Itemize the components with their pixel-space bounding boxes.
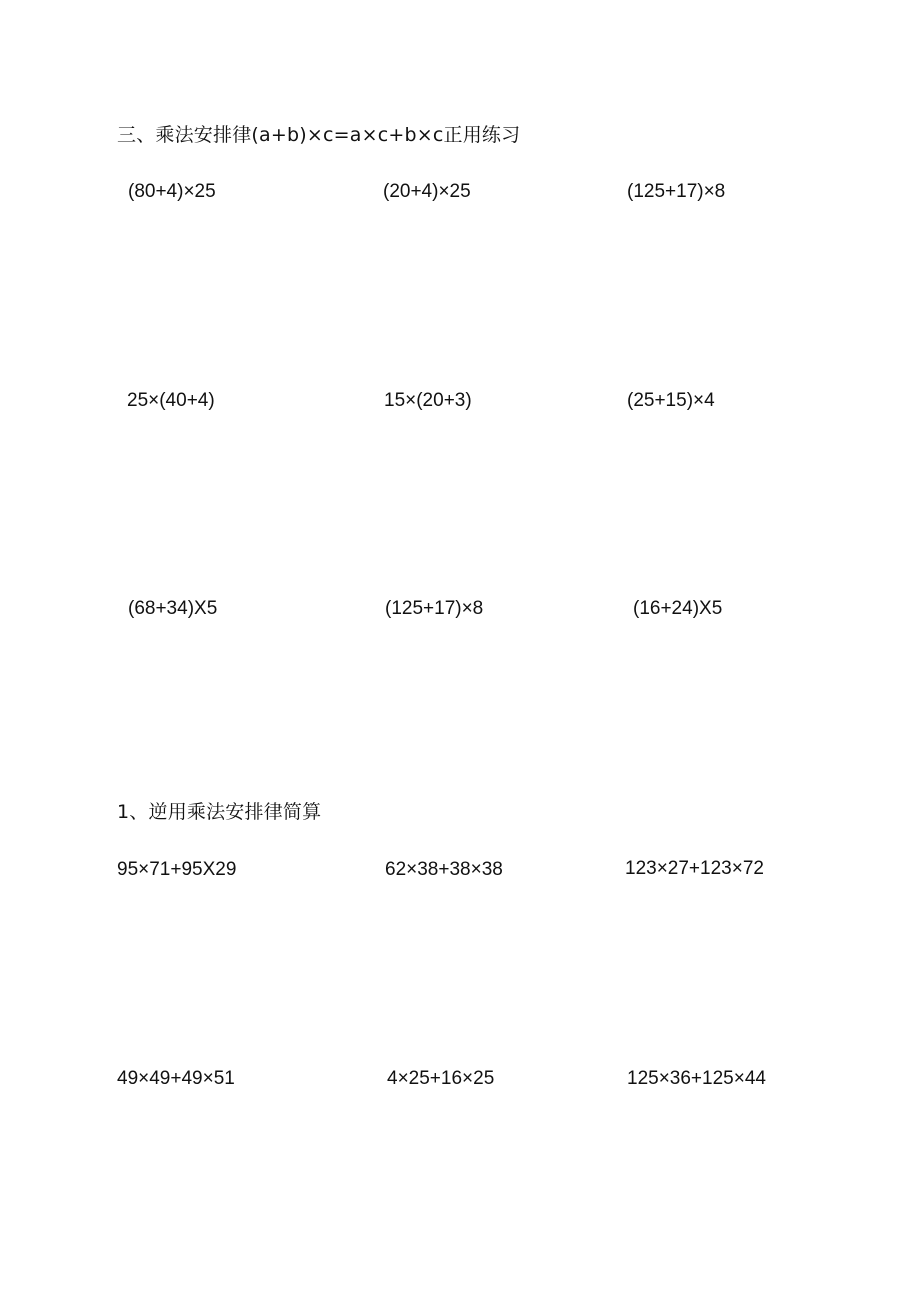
problem-3-2: (20+4)×25: [383, 181, 471, 202]
problem-1-3: 123×27+123×72: [625, 858, 764, 879]
problem-3-6: (25+15)×4: [627, 390, 715, 411]
problem-3-1: (80+4)×25: [128, 181, 216, 202]
problem-3-5: 15×(20+3): [384, 390, 472, 411]
problem-3-3: (125+17)×8: [627, 181, 726, 202]
problem-3-8: (125+17)×8: [385, 598, 484, 619]
problem-1-6: 125×36+125×44: [627, 1068, 766, 1089]
problem-1-1: 95×71+95X29: [117, 859, 237, 880]
problem-3-7: (68+34)X5: [128, 598, 218, 619]
problem-3-4: 25×(40+4): [127, 390, 215, 411]
section-1-title: 1、逆用乘法安排律简算: [117, 801, 322, 823]
problem-1-2: 62×38+38×38: [385, 859, 503, 880]
section-3-title: 三、乘法安排律(a+b)×c=a×c+b×c正用练习: [117, 124, 521, 146]
problem-3-9: (16+24)X5: [633, 598, 723, 619]
problem-1-4: 49×49+49×51: [117, 1068, 235, 1089]
problem-1-5: 4×25+16×25: [387, 1068, 495, 1089]
